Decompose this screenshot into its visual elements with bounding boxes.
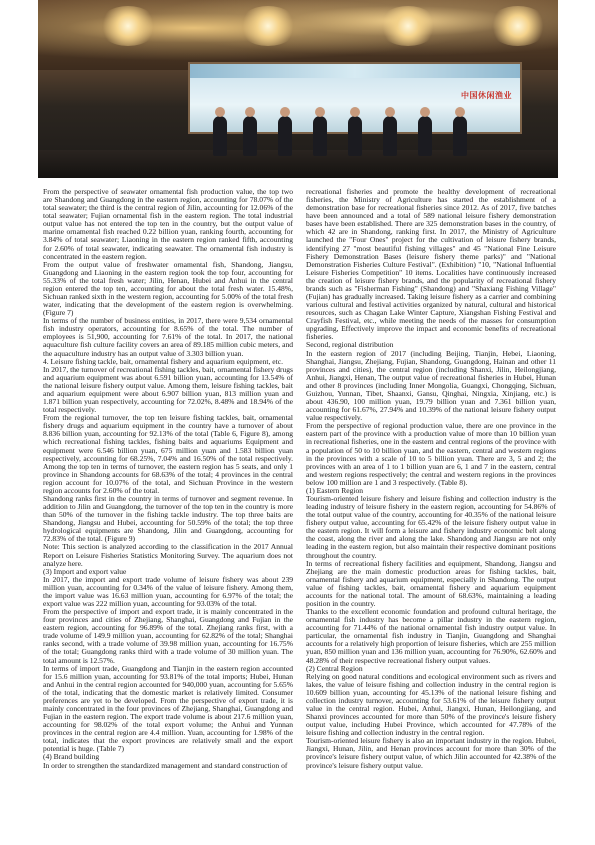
paragraph: recreational fisheries and promote the healthy development of recreational fisheries, the Ministry of Agriculture has started the establishment of a demonstration base for recreational fisheries since 2012. As of 2017, five batches have been announced and a total of 589 national leisure fishery demonstration bases have been established. There are 325 demonstration bases in the country, of which 42 are in Shandong, ranking first. In 2017, the Ministry of Agriculture launched the "Four Ones" project for the cultivation of leisure fishery brands, identifying 27 "most beautiful fishing villages" and 45 "National Fine Leisure Fishery Demonstration Bases (leisure fishery theme parks)" and "National Demonstration Fisheries Culture Festival". (Exhibition) "10, "National Influential Leisure Fisheries Competition" 10 items. Localities have continuously increased the creation of leisure fishery brands, and the popularity of recreational fishery brands such as "Fisherman Fishing" (Shandong) and "Shaxiang Fishing Village" (Fujian) has gradually increased. Taking leisure fishery as a carrier and combining various cultural and festival activities organized by natural, cultural and historical resources, such as Chagan Lake Winter Capture, Xiangshan Fishing Festival and Crayfish Festival, etc., while meeting the needs of the masses for consumption upgrading, Effectively improve the impact and economic benefits of recreational fisheries. <box>306 187 556 342</box>
paragraph: From the output value of freshwater ornamental fish, Shandong, Jiangsu, Guangdong and Liaoning in the eastern region took the top four, accounting for 55.33% of the total fresh water; Jilin, Henan, Hubei and Anhui in the central region entered the top ten, accounting for about the total fresh water. 15.48%, Sichuan ranked sixth in the western region, accounting for 5.00% of the total fresh water, indicating that the development of the eastern region is overwhelming. (Figure 7) <box>43 259 293 318</box>
conference-photo <box>38 0 558 178</box>
chandelier-light <box>238 6 298 46</box>
person-figure <box>278 116 292 156</box>
paragraph: Tourism-oriented leisure fishery and leisure fishing and collection industry is the leading industry of leisure fishery in the eastern region, accounting for 54.86% of the total output value of the country, accounting for 40.35% of the national leisure fishery output value, accounting for 65.42% of the leisure fishery output value in the eastern region. It will form a leisure and fishery industry economic belt along the coast, along the river and along the lake. Shandong and Jiangsu are not only leading in the eastern region, but also maintain their respective dominant positions throughout the country. <box>306 493 556 560</box>
screen-caption: 中国休闲渔业 <box>461 91 512 100</box>
paragraph: Shandong ranks first in the country in terms of turnover and segment revenue. In addition to Jilin and Guangdong, the turnover of the top ten in the country is more than 50% of the turnover in the fishing tackle industry. The top three baits are Shandong, Jiangsu and Hubei, accounting for 50.59% of the total; the top three hydrological equipments are Shandong, Jilin and Guangdong, accounting for 72.83% of the total. (Figure 9) <box>43 493 293 544</box>
section-heading: (1) Eastern Region <box>306 485 364 495</box>
person-figure <box>418 116 432 156</box>
person-figure <box>348 116 362 156</box>
section-heading: (4) Brand building <box>43 752 100 762</box>
paragraph: In terms of the number of business entities, in 2017, there were 9,534 ornamental fish industry operators, accounting for 8.65% of the total. The number of employees is 51,900, accounting for 7.61% of the total. In 2017, the national aquaculture fish culture facility covers an area of 89.185 million cubic meters, and the aquaculture industry has an output value of 3.303 billion yuan. <box>43 316 293 358</box>
paragraph: In terms of recreational fishery facilities and equipment, Shandong, Jiangsu and Zhejiang are the main domestic production areas for fishing tackles, bait, ornamental fishery and aquarium equipment, especially in Shandong. The output value of fishing tackles, bait, ornamental fishery and aquarium equipment accounts for the national total. The amount of 68.63%, maintaining a leading position in the country. <box>306 558 556 608</box>
note: Note: This section is analyzed according to the classification in the 2017 Annual Report on Leisure Fisheries Statistics Monitoring Survey. The aquarium does not analyze here. <box>43 542 293 568</box>
person-figure <box>213 116 227 156</box>
paragraph: From the perspective of seawater ornamental fish production value, the top two are Shandong and Guangdong in the eastern region, accounting for 78.07% of the total seawater; the third is the central region of Jilin, accounting for 12.06% of the total seawater; Fujian ornamental fish in the eastern region. The total industrial output value has not entered the top ten in the country, but the output value of marine ornamental fish reached 0.22 billion yuan, ranking fourth, accounting for 3.84% of total seawater; Liaoning in the eastern region ranked fifth, accounting for 2.60% of total seawater, indicating seawater. The ornamental fish industry is concentrated in the eastern region. <box>43 187 293 261</box>
paragraph: In 2017, the import and export trade volume of leisure fishery was about 239 million yuan, accounting for 0.34% of the value of leisure fishery. Among them, the import value was 16.63 million yuan, accounting for 6.97% of the total; the export value was 222 million yuan, accounting for 93.03% of the total. <box>43 574 293 608</box>
left-text-column <box>43 188 293 770</box>
screen-banner <box>190 64 520 78</box>
chandelier-light <box>98 6 158 46</box>
paragraph: From the perspective of import and export trade, it is mainly concentrated in the four provinces and cities of Zhejiang, Shanghai, Guangdong and Fujian in the eastern region, accounting for 96.89% of the total. Zhejiang ranks first, with a trade volume of 149.9 million yuan, accounting for 62.82% of the total; Shanghai ranks second, with a trade volume of 39.98 million yuan, accounting for 16.75% of the total; Guangdong ranks third with a trade volume of 30 million yuan. The total amount is 12.57%. <box>43 607 293 665</box>
paragraph: From the perspective of regional production value, there are one province in the eastern part of the province with a production value of more than 10 billion yuan in recreational fisheries, one in the eastern and central regions of the province with a population of 50 to 10 billion yuan, and the eastern, central and western regions in the provinces with a scale of 10 to 5 billion yuan. There are 3, 5 and 2; the provinces with an area of 1 to 1 billion yuan are 6, 1 and 7 in the eastern, central and western regions respectively; the central and western regions in the provinces below 100 million are 1 and 3 respectively. (Table 8). <box>306 421 556 487</box>
section-heading: Second, regional distribution <box>306 340 394 350</box>
paragraph: In 2017, the turnover of recreational fishing tackles, bait, ornamental fishery drugs and aquarium equipment was about 6.591 billion yuan, accounting for 13.54% of the national leisure fishery output value. Among them, leisure fishing tackles, bait and aquarium equipment were about 6.907 billion yuan, 813 million yuan and 1.871 billion yuan respectively, accounting for 72.02%, 8.48% and 18.94% of the total respectively. <box>43 364 293 415</box>
paragraph: Relying on good natural conditions and ecological environment such as rivers and lakes, the value of leisure fishing and collection industry in the central region is 10.609 billion yuan, accounting for 45.13% of the national leisure fishing and collection industry turnover, accounting for 53.61% of the leisure fishery output value in the central region. Hubei, Anhui, Jiangxi, Hunan, Heilongjiang, and Shanxi provinces accounted for more than 50% of the province's leisure fishery output value, including Hubei Province, which accounted for 47.78% of the leisure fishing and collection industry in the central region. <box>306 671 556 738</box>
person-figure <box>453 116 467 156</box>
paragraph: In terms of import trade, Guangdong and Tianjin in the eastern region accounted for 15.6 million yuan, accounting for 93.81% of the total imports; Hubei, Hunan and Anhui in the central region accounted for 940,000 yuan, accounting for 5.65% of the total, indicating that the domestic market is relatively limited. Consumer preferences are yet to be developed. From the perspective of export trade, it is mainly concentrated in the four provinces of Zhejiang, Shanghai, Guangdong and Fujian in the eastern region. The export trade volume is about 217.6 million yuan, accounting for 98.02% of the total export volume; the Anhui and Yunnan provinces in the central region are 4.4 million. Yuan, accounting for 1.98% of the total, indicates that the export provinces are relatively small and the export potential is huge. (Table 7) <box>43 663 293 754</box>
paragraph: In the eastern region of 2017 (including Beijing, Tianjin, Hebei, Liaoning, Shanghai, Jiangsu, Zhejiang, Fujian, Shandong, Guangdong, Hainan and other 11 provinces and cities), the central region (including Shanxi, Jilin, Heilongjiang, Anhui, Jiangxi, Henan, The output value of recreational fisheries in Hubei, Hunan and other 8 provinces (including Inner Mongolia, Guangxi, Chongqing, Sichuan, Guizhou, Yunnan, Tibet, Shaanxi, Gansu, Qinghai, Ningxia, Xinjiang, etc.) is about 436.90, 100 million yuan, 19.79 billion yuan and 7.361 billion yuan, accounting for 61.67%, 27.94% and 10.39% of the national leisure fishery output value respectively. <box>306 348 556 423</box>
person-figure <box>313 116 327 156</box>
chandelier-light <box>488 6 548 46</box>
person-figure <box>243 116 257 156</box>
section-heading: 4. Leisure fishing tackle, bait, ornamental fishery and aquarium equipment, etc. <box>43 356 283 366</box>
paragraph: Thanks to the excellent economic foundation and profound cultural heritage, the ornamental fish industry has become a pillar industry in the eastern region, accounting for 71.44% of the national ornamental fish industry output value. In particular, the ornamental fish industry in Tianjin, Guangdong and Shanghai accounts for a relatively high proportion of leisure fisheries, which are 255 million yuan, 850 million yuan and 136 million yuan, accounting for 76.90%, 62.60% and 48.28% of their respective recreational fishery output values. <box>306 607 556 665</box>
paragraph: In order to strengthen the standardized management and standard construction of <box>43 760 288 770</box>
section-heading: (3) Import and export value <box>43 566 127 576</box>
chandelier-light <box>378 6 438 46</box>
section-heading: (2) Central Region <box>306 663 363 673</box>
stage-floor <box>38 150 558 178</box>
paragraph: From the regional turnover, the top ten leisure fishing tackles, bait, ornamental fishery drugs and aquarium equipment in the country have a turnover of about 8.836 billion yuan, accounting for 92.13% of the total (Table 6, Figure 8), among which recreational fishing tackles, fishing baits and aquariums Equipment and equipment were 6.546 billion yuan, 675 million yuan and 1.583 billion yuan respectively, accounting for 68.25%, 7.04% and 16.50% of the total respectively. Among the top ten in terms of turnover, the eastern region has 5 seats, and only 1 province in Shandong accounts for 68.63% of the total; 4 provinces in the central region account for 10.07% of the total, and Sichuan Province in the western region accounts for 2.60% of the total. <box>43 413 293 495</box>
paragraph: Tourism-oriented leisure fishery is also an important industry in the region. Hubei, Jiangxi, Hunan, Jilin, and Henan provinces account for more than 30% of the province's leisure fishery output value, of which Jilin accounted for 42.38% of the province's leisure fishery output value. <box>306 736 556 770</box>
right-text-column <box>306 188 556 770</box>
person-figure <box>383 116 397 156</box>
